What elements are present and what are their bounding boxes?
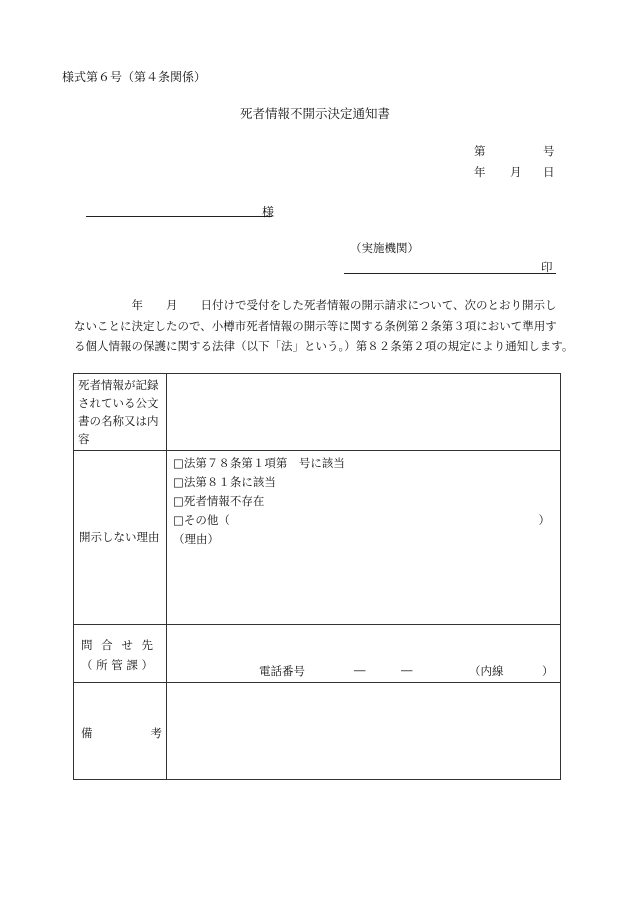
- addressee-underline: [86, 216, 272, 217]
- document-name-label: 死者情報が記録されている公文書の名称又は内容: [78, 378, 159, 446]
- remarks-label-cell: [74, 683, 167, 780]
- extension-close: ）: [542, 664, 554, 678]
- document-title: 死者情報不開示決定通知書: [239, 106, 390, 121]
- contact-sub-char: 管: [111, 658, 123, 672]
- doc-number-suffix: 号: [543, 144, 555, 158]
- reason-field: [167, 451, 561, 625]
- phone-dash: ―: [354, 663, 366, 677]
- body-line: る個人情報の保護に関する法律（以下「法」という。）第８２条第２項の規定により通知します。: [74, 339, 574, 353]
- contact-sub-char: 所: [96, 658, 108, 672]
- doc-number-prefix: 第: [474, 144, 486, 158]
- remarks-field[interactable]: [167, 683, 561, 780]
- addressee-honorific: 様: [262, 205, 275, 219]
- document-name-label-cell: [74, 374, 167, 451]
- document-name-field[interactable]: [167, 374, 561, 451]
- agency-label: （実施機関）: [350, 241, 419, 255]
- body-line: ないことに決定したので、小樽市死者情報の開示等に関する条例第２条第３項において準用す: [74, 318, 557, 333]
- remarks-label: [74, 683, 166, 741]
- date-day: 日: [543, 165, 555, 179]
- contact-sub-char: 課: [126, 658, 138, 672]
- body-line: 年 月 日付けで受付をした死者情報の開示請求について、次のとおり開示し: [74, 298, 557, 312]
- table-row-contact: [74, 625, 561, 683]
- contact-sub-char: ）: [141, 658, 153, 672]
- notice-form-table: [73, 373, 561, 780]
- table-row-reason: [74, 451, 561, 625]
- reason-checkbox-other[interactable]: □その他（: [173, 513, 230, 527]
- contact-label: [74, 625, 166, 675]
- reason-checkbox-nonexistent[interactable]: □死者情報不存在: [173, 494, 265, 508]
- date-year: 年: [474, 165, 486, 179]
- reason-checkbox-art78[interactable]: □法第７８条第１項第 号に該当: [173, 456, 345, 470]
- reason-label-cell: [74, 451, 167, 625]
- contact-sub-char: （: [81, 658, 93, 672]
- reason-checkbox-art81[interactable]: □法第８１条に該当: [173, 475, 276, 489]
- form-number: 様式第６号（第４条関係）: [62, 70, 207, 84]
- notice-body: [74, 295, 574, 357]
- contact-label-char: 問: [81, 638, 93, 652]
- seal-mark: 印: [541, 260, 553, 274]
- reason-detail-label: （理由）: [173, 532, 219, 546]
- date-month: 月: [510, 165, 522, 179]
- table-row-document: [74, 374, 561, 451]
- remarks-char: 考: [150, 726, 162, 740]
- contact-label-char: 先: [141, 638, 153, 652]
- other-close-paren: ）: [538, 513, 550, 527]
- table-row-remarks: [74, 683, 561, 780]
- extension-label: （内線: [469, 664, 504, 678]
- phone-label: 電話番号: [259, 664, 305, 678]
- remarks-char: 備: [81, 726, 93, 740]
- reason-label: 開示しない理由: [79, 530, 160, 544]
- agency-underline: [344, 273, 556, 274]
- phone-dash: ―: [401, 663, 413, 677]
- contact-field[interactable]: [167, 625, 561, 683]
- contact-label-cell: [74, 625, 167, 683]
- contact-label-char: せ: [121, 638, 133, 652]
- contact-label-char: 合: [101, 638, 113, 652]
